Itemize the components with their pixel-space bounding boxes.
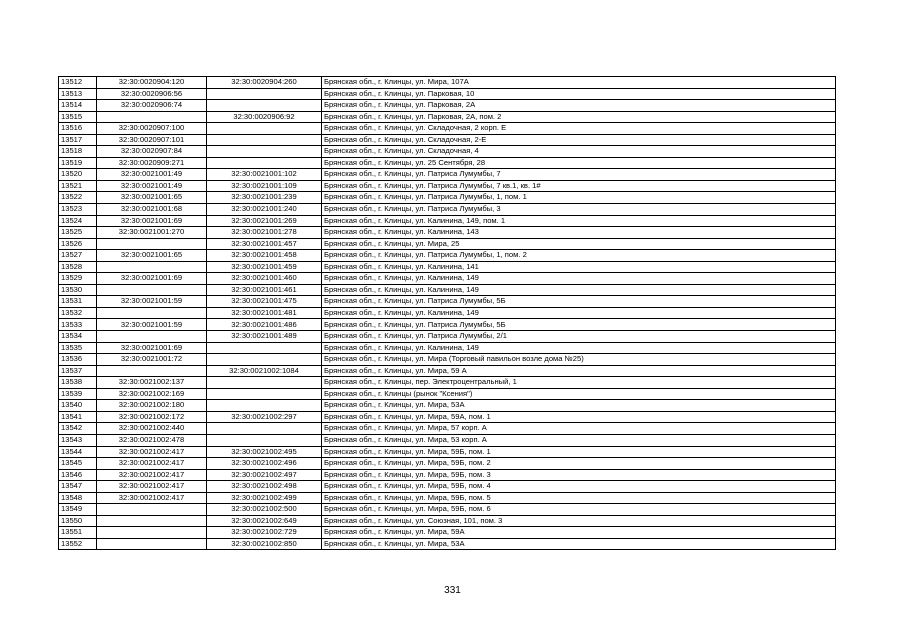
cadastral-number-cell: 32:30:0021001:49 (97, 169, 207, 181)
row-number-cell: 13549 (59, 504, 97, 516)
address-cell: Брянская обл., г. Клинцы, ул. Парковая, 10 (322, 88, 836, 100)
address-cell: Брянская обл., г. Клинцы, ул. Патриса Лумумбы, 5Б (322, 319, 836, 331)
table-row (59, 261, 836, 273)
object-cadastral-number-cell (207, 134, 322, 146)
object-cadastral-number-cell: 32:30:0021001:459 (207, 261, 322, 273)
table-row (59, 77, 836, 89)
cadastral-number-cell: 32:30:0021002:137 (97, 377, 207, 389)
object-cadastral-number-cell: 32:30:0021002:1084 (207, 365, 322, 377)
address-cell: Брянская обл., г. Клинцы, ул. Калинина, 141 (322, 261, 836, 273)
row-number-cell: 13544 (59, 446, 97, 458)
table-row (59, 284, 836, 296)
row-number-cell: 13537 (59, 365, 97, 377)
address-cell: Брянская обл., г. Клинцы, ул. Мира, 107А (322, 77, 836, 89)
address-cell: Брянская обл., г. Клинцы, ул. Мира, 59Б, пом. 4 (322, 481, 836, 493)
table-row (59, 365, 836, 377)
address-cell: Брянская обл., г. Клинцы, ул. Мира, 53А (322, 538, 836, 550)
address-cell: Брянская обл., г. Клинцы, ул. Парковая, 2А, пом. 2 (322, 111, 836, 123)
object-cadastral-number-cell: 32:30:0021001:458 (207, 250, 322, 262)
cadastral-number-cell: 32:30:0021001:270 (97, 227, 207, 239)
table-row (59, 100, 836, 112)
cadastral-number-cell (97, 331, 207, 343)
row-number-cell: 13522 (59, 192, 97, 204)
table-row (59, 515, 836, 527)
row-number-cell: 13513 (59, 88, 97, 100)
table-row (59, 388, 836, 400)
object-cadastral-number-cell: 32:30:0021002:850 (207, 538, 322, 550)
cadastral-number-cell (97, 365, 207, 377)
cadastral-number-cell: 32:30:0020906:56 (97, 88, 207, 100)
cadastral-number-cell: 32:30:0021001:49 (97, 180, 207, 192)
table-row (59, 469, 836, 481)
cadastral-number-cell (97, 111, 207, 123)
cadastral-number-cell: 32:30:0021001:69 (97, 215, 207, 227)
row-number-cell: 13545 (59, 458, 97, 470)
row-number-cell: 13552 (59, 538, 97, 550)
object-cadastral-number-cell: 32:30:0021002:500 (207, 504, 322, 516)
cadastral-number-cell: 32:30:0021001:68 (97, 204, 207, 216)
address-cell: Брянская обл., г. Клинцы, ул. Союзная, 101, пом. 3 (322, 515, 836, 527)
address-cell: Брянская обл., г. Клинцы, ул. Мира, 53 корп. А (322, 434, 836, 446)
address-cell: Брянская обл., г. Клинцы, ул. Мира, 59Б, пом. 3 (322, 469, 836, 481)
table-row (59, 342, 836, 354)
object-cadastral-number-cell: 32:30:0021001:486 (207, 319, 322, 331)
cadastral-number-cell: 32:30:0021001:65 (97, 192, 207, 204)
address-cell: Брянская обл., г. Клинцы, ул. Мира, 59Б, пом. 5 (322, 492, 836, 504)
cadastral-number-cell (97, 284, 207, 296)
address-cell: Брянская обл., г. Клинцы, ул. Мира, 59Б, пом. 2 (322, 458, 836, 470)
cadastral-number-cell: 32:30:0021002:417 (97, 469, 207, 481)
address-cell: Брянская обл., г. Клинцы, ул. Мира, 53А (322, 400, 836, 412)
registry-table-body (59, 77, 836, 550)
address-cell: Брянская обл., г. Клинцы, ул. Калинина, 143 (322, 227, 836, 239)
cadastral-number-cell: 32:30:0020907:101 (97, 134, 207, 146)
object-cadastral-number-cell: 32:30:0021002:496 (207, 458, 322, 470)
cadastral-number-cell (97, 307, 207, 319)
cadastral-number-cell: 32:30:0021002:172 (97, 411, 207, 423)
table-row (59, 527, 836, 539)
row-number-cell: 13521 (59, 180, 97, 192)
address-cell: Брянская обл., г. Клинцы, ул. Мира, 59Б, пом. 6 (322, 504, 836, 516)
row-number-cell: 13546 (59, 469, 97, 481)
object-cadastral-number-cell: 32:30:0021001:461 (207, 284, 322, 296)
table-row (59, 458, 836, 470)
address-cell: Брянская обл., г. Клинцы, ул. Мира (Торговый павильон возле дома №25) (322, 354, 836, 366)
page-number: 331 (444, 585, 461, 596)
object-cadastral-number-cell: 32:30:0021001:269 (207, 215, 322, 227)
cadastral-number-cell: 32:30:0020909:271 (97, 157, 207, 169)
row-number-cell: 13528 (59, 261, 97, 273)
row-number-cell: 13515 (59, 111, 97, 123)
object-cadastral-number-cell: 32:30:0021002:499 (207, 492, 322, 504)
table-row (59, 446, 836, 458)
row-number-cell: 13542 (59, 423, 97, 435)
cadastral-number-cell (97, 238, 207, 250)
object-cadastral-number-cell: 32:30:0021001:460 (207, 273, 322, 285)
cadastral-number-cell: 32:30:0021001:65 (97, 250, 207, 262)
table-row (59, 169, 836, 181)
object-cadastral-number-cell: 32:30:0021001:489 (207, 331, 322, 343)
cadastral-number-cell: 32:30:0021002:440 (97, 423, 207, 435)
cadastral-number-cell: 32:30:0021001:59 (97, 319, 207, 331)
table-row (59, 180, 836, 192)
address-cell: Брянская обл., г. Клинцы, ул. Складочная, 2-Е (322, 134, 836, 146)
object-cadastral-number-cell: 32:30:0021002:729 (207, 527, 322, 539)
cadastral-number-cell (97, 538, 207, 550)
cadastral-number-cell: 32:30:0021002:417 (97, 492, 207, 504)
table-row (59, 192, 836, 204)
table-row (59, 215, 836, 227)
object-cadastral-number-cell: 32:30:0020906:92 (207, 111, 322, 123)
object-cadastral-number-cell (207, 388, 322, 400)
row-number-cell: 13517 (59, 134, 97, 146)
address-cell: Брянская обл., г. Клинцы, ул. Складочная, 2 корп. Е (322, 123, 836, 135)
object-cadastral-number-cell: 32:30:0021001:102 (207, 169, 322, 181)
address-cell: Брянская обл., г. Клинцы, ул. Мира, 59Б, пом. 1 (322, 446, 836, 458)
row-number-cell: 13548 (59, 492, 97, 504)
address-cell: Брянская обл., г. Клинцы, ул. Мира, 59 А (322, 365, 836, 377)
cadastral-number-cell: 32:30:0021002:478 (97, 434, 207, 446)
row-number-cell: 13519 (59, 157, 97, 169)
object-cadastral-number-cell: 32:30:0021002:498 (207, 481, 322, 493)
object-cadastral-number-cell: 32:30:0021001:457 (207, 238, 322, 250)
table-row (59, 204, 836, 216)
object-cadastral-number-cell: 32:30:0021001:240 (207, 204, 322, 216)
row-number-cell: 13532 (59, 307, 97, 319)
address-cell: Брянская обл., г. Клинцы, пер. Электроцентральный, 1 (322, 377, 836, 389)
row-number-cell: 13534 (59, 331, 97, 343)
object-cadastral-number-cell (207, 400, 322, 412)
table-row (59, 134, 836, 146)
object-cadastral-number-cell (207, 157, 322, 169)
address-cell: Брянская обл., г. Клинцы, ул. Патриса Лумумбы, 3 (322, 204, 836, 216)
table-row (59, 227, 836, 239)
table-row (59, 238, 836, 250)
address-cell: Брянская обл., г. Клинцы, ул. Мира, 25 (322, 238, 836, 250)
address-cell: Брянская обл., г. Клинцы, ул. Мира, 57 корп. А (322, 423, 836, 435)
address-cell: Брянская обл., г. Клинцы, ул. Мира, 59А (322, 527, 836, 539)
cadastral-number-cell: 32:30:0020907:100 (97, 123, 207, 135)
table-row (59, 538, 836, 550)
row-number-cell: 13524 (59, 215, 97, 227)
table-row (59, 123, 836, 135)
table-row (59, 492, 836, 504)
table-row (59, 411, 836, 423)
address-cell: Брянская обл., г. Клинцы, ул. Калинина, 149 (322, 273, 836, 285)
address-cell: Брянская обл., г. Клинцы, ул. Патриса Лумумбы, 7 кв.1, кв. 1# (322, 180, 836, 192)
table-row (59, 157, 836, 169)
row-number-cell: 13525 (59, 227, 97, 239)
row-number-cell: 13529 (59, 273, 97, 285)
row-number-cell: 13536 (59, 354, 97, 366)
object-cadastral-number-cell (207, 354, 322, 366)
row-number-cell: 13531 (59, 296, 97, 308)
table-row (59, 250, 836, 262)
table-row (59, 273, 836, 285)
address-cell: Брянская обл., г. Клинцы, ул. Патриса Лумумбы, 2/1 (322, 331, 836, 343)
cadastral-number-cell: 32:30:0021001:72 (97, 354, 207, 366)
row-number-cell: 13512 (59, 77, 97, 89)
object-cadastral-number-cell (207, 88, 322, 100)
cadastral-number-cell: 32:30:0020907:84 (97, 146, 207, 158)
cadastral-number-cell: 32:30:0021001:69 (97, 342, 207, 354)
cadastral-number-cell: 32:30:0021002:417 (97, 481, 207, 493)
row-number-cell: 13541 (59, 411, 97, 423)
object-cadastral-number-cell: 32:30:0021001:239 (207, 192, 322, 204)
row-number-cell: 13540 (59, 400, 97, 412)
row-number-cell: 13530 (59, 284, 97, 296)
cadastral-number-cell (97, 261, 207, 273)
cadastral-number-cell (97, 504, 207, 516)
object-cadastral-number-cell: 32:30:0021001:278 (207, 227, 322, 239)
row-number-cell: 13538 (59, 377, 97, 389)
object-cadastral-number-cell: 32:30:0021002:649 (207, 515, 322, 527)
object-cadastral-number-cell (207, 100, 322, 112)
table-row (59, 307, 836, 319)
row-number-cell: 13539 (59, 388, 97, 400)
row-number-cell: 13514 (59, 100, 97, 112)
table-row (59, 88, 836, 100)
object-cadastral-number-cell (207, 434, 322, 446)
table-row (59, 354, 836, 366)
registry-table (58, 76, 836, 550)
cadastral-number-cell: 32:30:0021002:417 (97, 458, 207, 470)
table-row (59, 296, 836, 308)
object-cadastral-number-cell (207, 377, 322, 389)
object-cadastral-number-cell: 32:30:0021002:497 (207, 469, 322, 481)
address-cell: Брянская обл., г. Клинцы, ул. Складочная, 4 (322, 146, 836, 158)
object-cadastral-number-cell: 32:30:0021002:297 (207, 411, 322, 423)
address-cell: Брянская обл., г. Клинцы, ул. Патриса Лумумбы, 1, пом. 2 (322, 250, 836, 262)
object-cadastral-number-cell (207, 342, 322, 354)
object-cadastral-number-cell (207, 123, 322, 135)
object-cadastral-number-cell: 32:30:0021002:495 (207, 446, 322, 458)
address-cell: Брянская обл., г. Клинцы, ул. Калинина, 149 (322, 284, 836, 296)
address-cell: Брянская обл., г. Клинцы, ул. Калинина, 149 (322, 342, 836, 354)
address-cell: Брянская обл., г. Клинцы, ул. Калинина, 149 (322, 307, 836, 319)
cadastral-number-cell (97, 515, 207, 527)
row-number-cell: 13547 (59, 481, 97, 493)
table-row (59, 146, 836, 158)
table-row (59, 331, 836, 343)
cadastral-number-cell: 32:30:0021001:69 (97, 273, 207, 285)
row-number-cell: 13535 (59, 342, 97, 354)
object-cadastral-number-cell: 32:30:0020904:260 (207, 77, 322, 89)
address-cell: Брянская обл., г. Клинцы, ул. Парковая, 2А (322, 100, 836, 112)
address-cell: Брянская обл., г. Клинцы, ул. Калинина, 149, пом. 1 (322, 215, 836, 227)
table-row (59, 111, 836, 123)
table-row (59, 504, 836, 516)
address-cell: Брянская обл., г. Клинцы (рынок "Ксения") (322, 388, 836, 400)
row-number-cell: 13526 (59, 238, 97, 250)
table-row (59, 400, 836, 412)
row-number-cell: 13523 (59, 204, 97, 216)
row-number-cell: 13551 (59, 527, 97, 539)
cadastral-number-cell: 32:30:0020906:74 (97, 100, 207, 112)
row-number-cell: 13543 (59, 434, 97, 446)
object-cadastral-number-cell: 32:30:0021001:475 (207, 296, 322, 308)
row-number-cell: 13518 (59, 146, 97, 158)
cadastral-number-cell: 32:30:0021001:59 (97, 296, 207, 308)
cadastral-number-cell (97, 527, 207, 539)
cadastral-number-cell: 32:30:0021002:180 (97, 400, 207, 412)
address-cell: Брянская обл., г. Клинцы, ул. Патриса Лумумбы, 1, пом. 1 (322, 192, 836, 204)
table-row (59, 481, 836, 493)
cadastral-number-cell: 32:30:0020904:120 (97, 77, 207, 89)
table-row (59, 423, 836, 435)
cadastral-number-cell: 32:30:0021002:417 (97, 446, 207, 458)
address-cell: Брянская обл., г. Клинцы, ул. Мира, 59А, пом. 1 (322, 411, 836, 423)
address-cell: Брянская обл., г. Клинцы, ул. 25 Сентября, 28 (322, 157, 836, 169)
table-row (59, 319, 836, 331)
object-cadastral-number-cell (207, 146, 322, 158)
cadastral-number-cell: 32:30:0021002:169 (97, 388, 207, 400)
address-cell: Брянская обл., г. Клинцы, ул. Патриса Лумумбы, 5Б (322, 296, 836, 308)
object-cadastral-number-cell (207, 423, 322, 435)
row-number-cell: 13533 (59, 319, 97, 331)
table-row (59, 434, 836, 446)
object-cadastral-number-cell: 32:30:0021001:109 (207, 180, 322, 192)
object-cadastral-number-cell: 32:30:0021001:481 (207, 307, 322, 319)
row-number-cell: 13550 (59, 515, 97, 527)
row-number-cell: 13516 (59, 123, 97, 135)
row-number-cell: 13520 (59, 169, 97, 181)
table-row (59, 377, 836, 389)
row-number-cell: 13527 (59, 250, 97, 262)
address-cell: Брянская обл., г. Клинцы, ул. Патриса Лумумбы, 7 (322, 169, 836, 181)
